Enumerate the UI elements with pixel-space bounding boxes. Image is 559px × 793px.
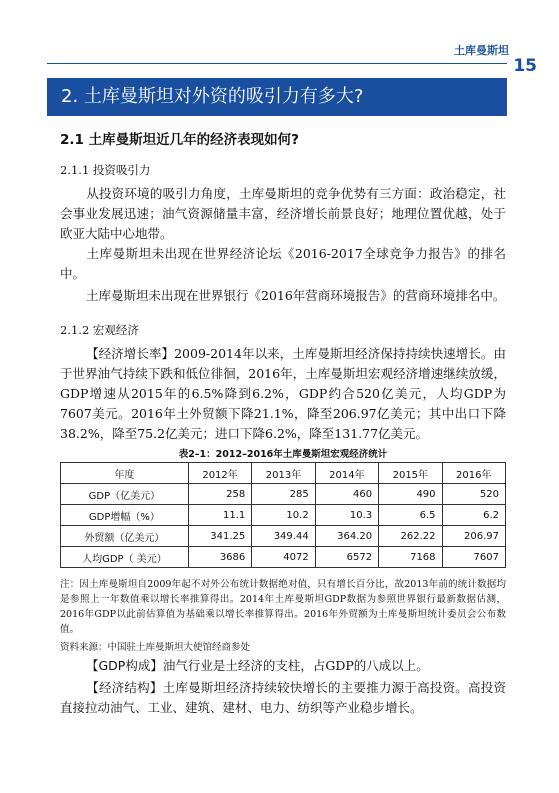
running-header-country: 土库曼斯坦 xyxy=(454,44,509,57)
table-cell: 6.5 xyxy=(379,505,442,526)
subsection-title: 2.1 土库曼斯坦近几年的经济表现如何? xyxy=(60,132,299,148)
paragraph-text: 土库曼斯坦未出现在世界银行《2016年营商环境报告》的营商环境排名中。 xyxy=(86,288,506,303)
column-header: 2015年 xyxy=(379,463,442,484)
data-source: 资料来源：中国驻土库曼斯坦大使馆经商参处 xyxy=(60,642,251,653)
table-row xyxy=(61,484,506,505)
table-note: 注：因土库曼斯坦自2009年起不对外公布统计数据绝对值，只有增长百分比，故2013年前的统计数据均是参照上一年数值乘以增长率推算得出。2014年土库曼斯坦GDP数据为参照世界银行最新数据估测，2016年GDP以此前估算值为基础乘以增长率推算得出。2016年外贸额为土库曼斯坦统计委员会公布数值。 xyxy=(60,579,506,635)
table-cell: 460 xyxy=(315,484,378,505)
table-cell: 3686 xyxy=(188,547,251,568)
column-header: 2014年 xyxy=(315,463,378,484)
table-row xyxy=(61,547,506,568)
paragraph-competitive-advantages xyxy=(60,184,506,244)
table-cell: 7607 xyxy=(442,547,505,568)
section-title-banner: 2. 土库曼斯坦对外资的吸引力有多大? xyxy=(47,78,507,116)
growth-rate-tag: 【经济增长率】 xyxy=(86,346,175,361)
table-row xyxy=(61,505,506,526)
row-label: GDP增幅（%） xyxy=(61,505,189,526)
table-cell: 10.3 xyxy=(315,505,378,526)
table-header-row xyxy=(61,463,506,484)
table-cell: 206.97 xyxy=(442,526,505,547)
paragraph-wb-ranking xyxy=(60,286,506,306)
column-header: 2016年 xyxy=(442,463,505,484)
economic-structure-tag: 【经济结构】 xyxy=(86,680,163,695)
paragraph-text: 2009-2014年以来，土库曼斯坦经济保持持续快速增长。由于世界油气持续下跌和低位徘徊，2016年，土库曼斯坦宏观经济增速继续放缓，GDP增速从2015年的6.5%降到6.2%，GDP约合520亿美元，人均GDP为7607美元。2016年土外贸额下降21.1%，降至206.97亿美元；其中出口下降38.2%，降至75.2亿美元；进口下降6.2%，降至131.77亿美元。 xyxy=(60,346,506,441)
paragraph-text: 油气行业是土经济的支柱，占GDP的八成以上。 xyxy=(162,658,429,673)
table-cell: 349.44 xyxy=(252,526,315,547)
table-row xyxy=(61,526,506,547)
gdp-structure-tag: 【GDP构成】 xyxy=(86,658,163,673)
table-cell: 520 xyxy=(442,484,505,505)
table-cell: 6.2 xyxy=(442,505,505,526)
column-header: 2013年 xyxy=(252,463,315,484)
macro-stats-table xyxy=(60,462,506,568)
table-caption: 表2–1：2012–2016年土库曼斯坦宏观经济统计 xyxy=(178,449,388,460)
paragraph-gdp-structure xyxy=(60,656,506,676)
header-divider xyxy=(47,63,507,64)
paragraph-text: 土库曼斯坦经济持续较快增长的主要推力源于高投资。高投资直接拉动油气、工业、建筑、建材、电力、纺织等产业稳步增长。 xyxy=(60,680,506,715)
table-cell: 4072 xyxy=(252,547,315,568)
table-cell: 262.22 xyxy=(379,526,442,547)
table-cell: 258 xyxy=(188,484,251,505)
table-cell: 11.1 xyxy=(188,505,251,526)
table-cell: 341.25 xyxy=(188,526,251,547)
paragraph-wef-ranking xyxy=(60,244,506,284)
heading-macro-economy: 2.1.2 宏观经济 xyxy=(60,323,139,337)
paragraph-growth-rate xyxy=(60,344,506,444)
table-cell: 10.2 xyxy=(252,505,315,526)
table-cell: 7168 xyxy=(379,547,442,568)
row-label: 外贸额（亿美元） xyxy=(61,526,189,547)
table-cell: 364.20 xyxy=(315,526,378,547)
column-header: 年度 xyxy=(61,463,189,484)
column-header: 2012年 xyxy=(188,463,251,484)
table-cell: 285 xyxy=(252,484,315,505)
page-number: 15 xyxy=(513,56,537,76)
table-cell: 490 xyxy=(379,484,442,505)
paragraph-economic-structure xyxy=(60,678,506,718)
row-label: GDP（亿美元） xyxy=(61,484,189,505)
heading-investment-attraction: 2.1.1 投资吸引力 xyxy=(60,163,151,177)
row-label: 人均GDP（ 美元） xyxy=(61,547,189,568)
table-cell: 6572 xyxy=(315,547,378,568)
paragraph-text: 土库曼斯坦未出现在世界经济论坛《2016-2017全球竞争力报告》的排名中。 xyxy=(60,246,506,281)
paragraph-text: 从投资环境的吸引力角度，土库曼斯坦的竞争优势有三方面：政治稳定，社会事业发展迅速；油气资源储量丰富，经济增长前景良好；地理位置优越，处于欧亚大陆中心地带。 xyxy=(60,186,506,241)
